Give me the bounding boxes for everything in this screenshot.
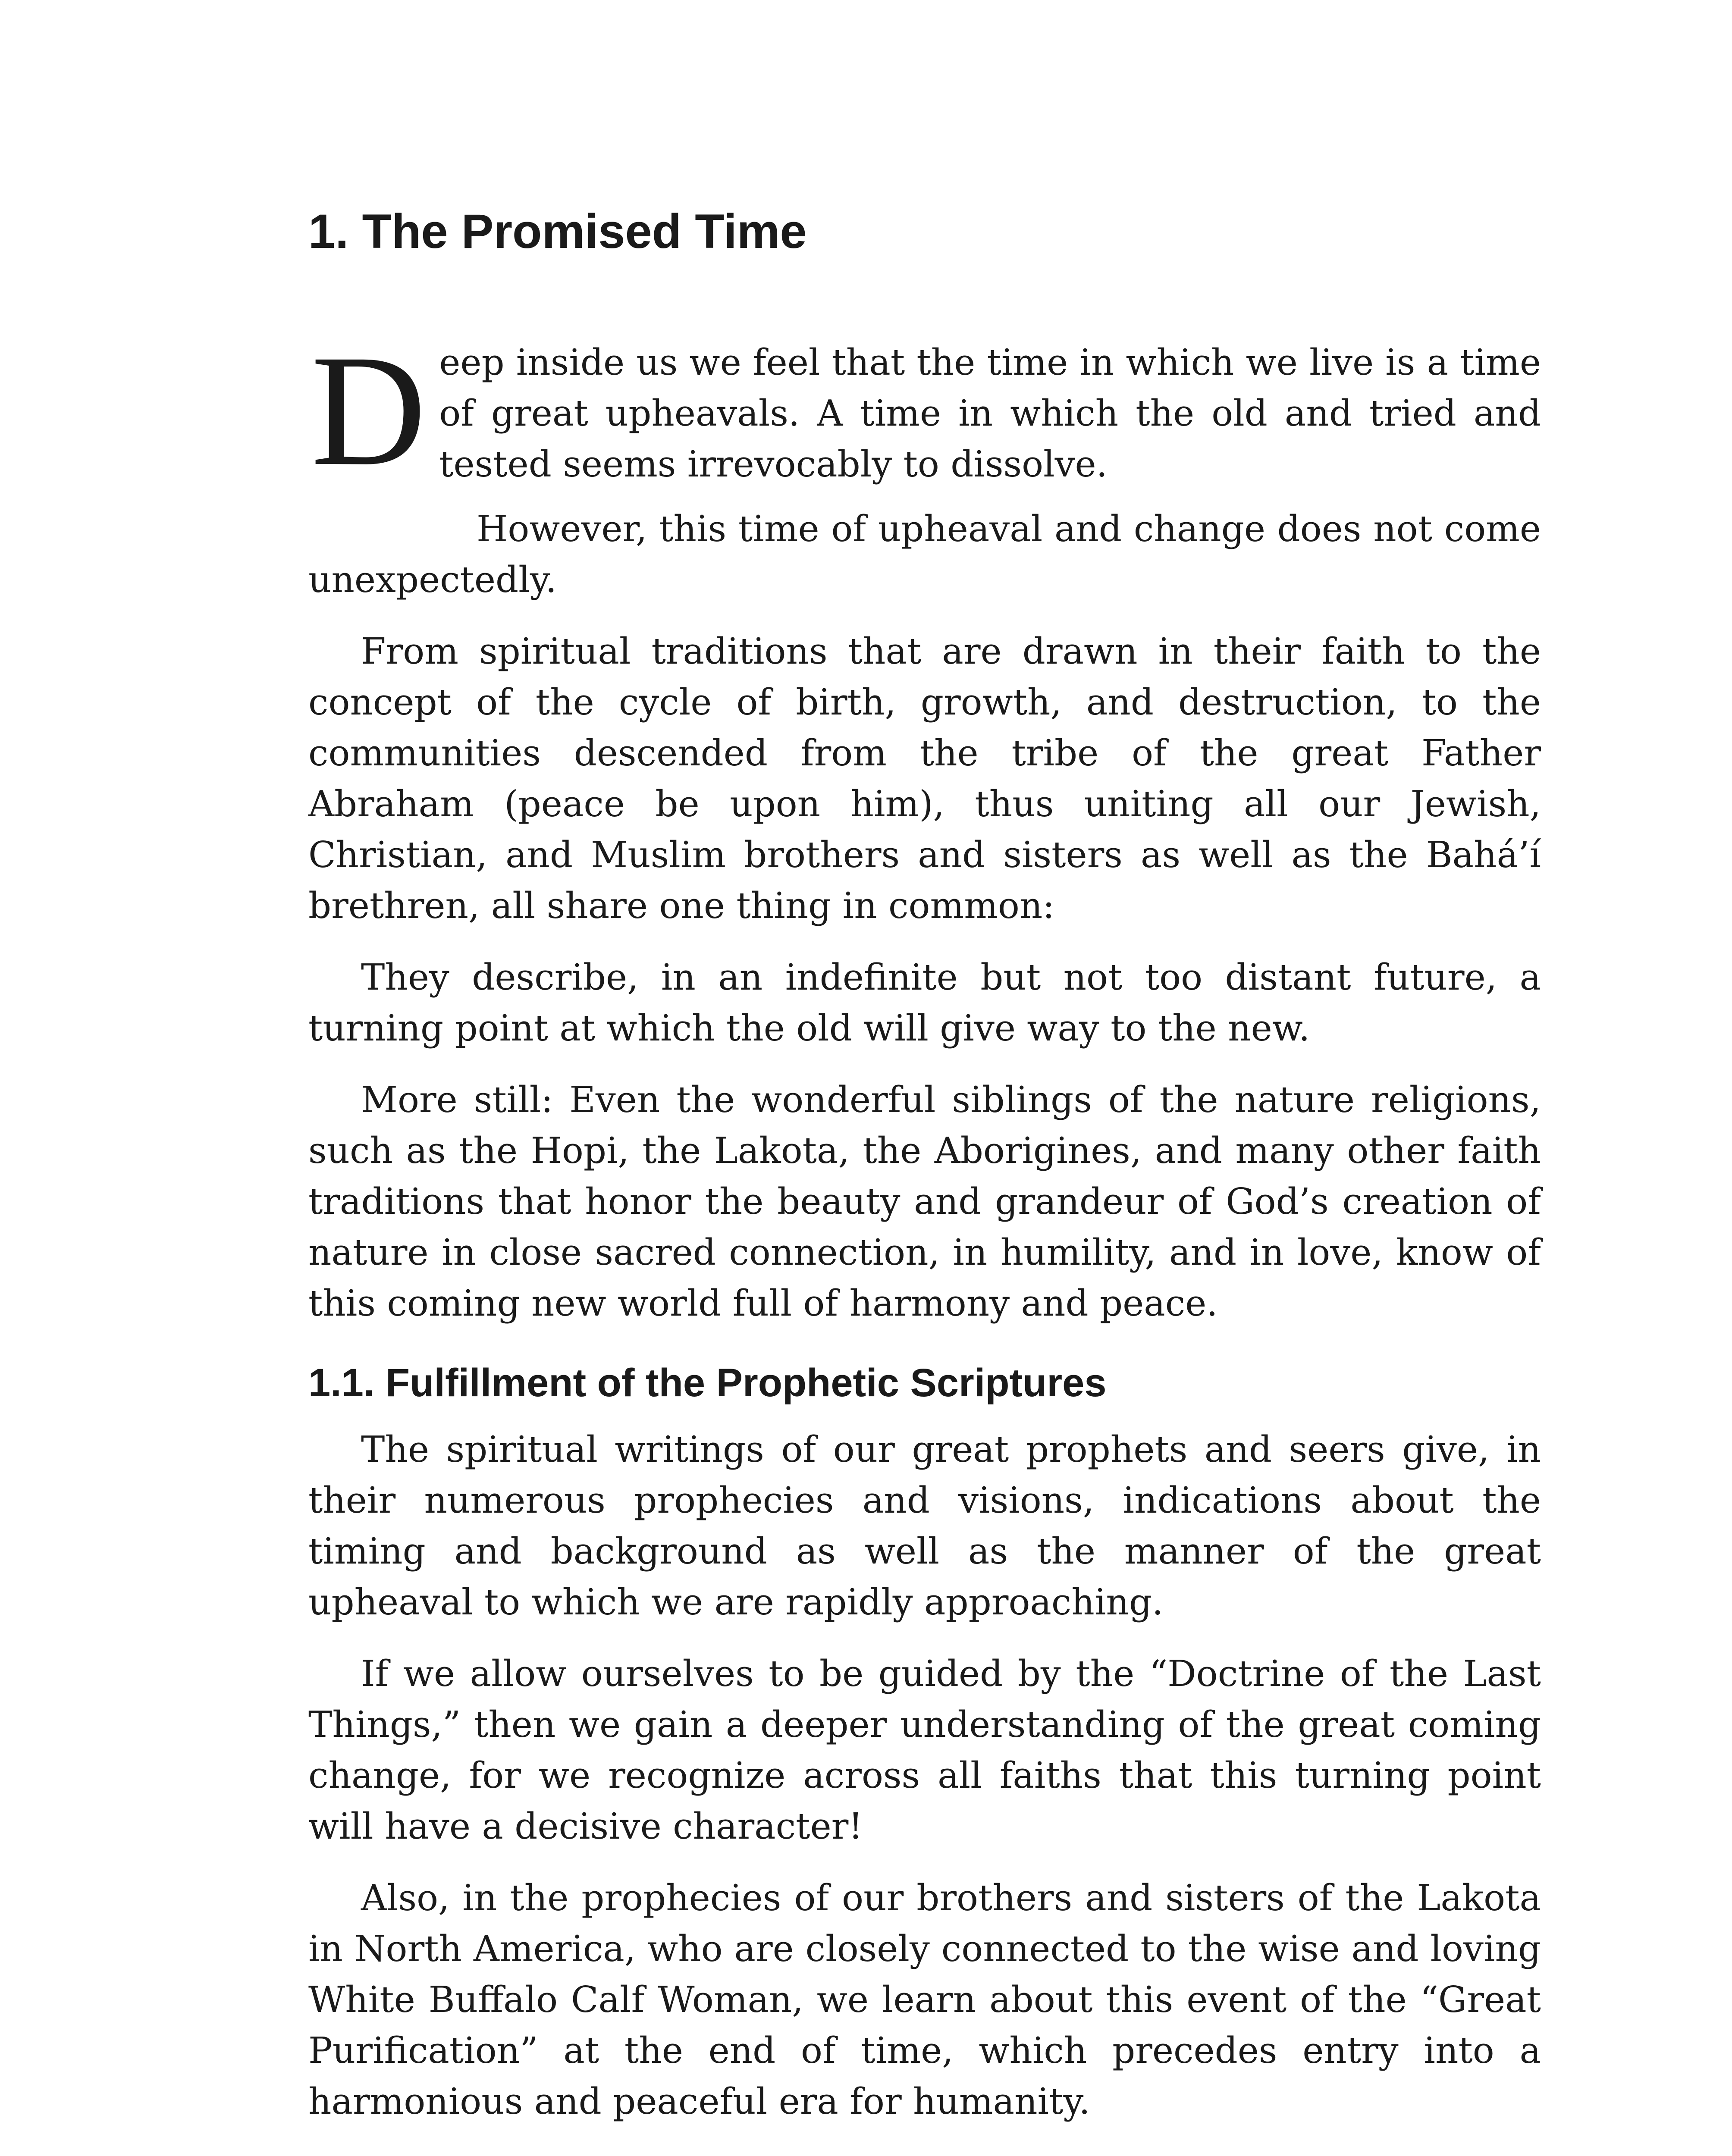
body-paragraph: However, this time of upheaval and change does not come unexpectedly. — [308, 508, 1541, 601]
chapter-title: 1. The Promised Time — [308, 204, 807, 258]
body-paragraph: More still: Even the wonderful siblings of the nature religions, such as the Hopi, the Lakota, the Aborigines, and many other faith traditions that honor the beauty and grandeur of God’s creation of nature in close sacred connection, in humility, and in love, know of this coming new world full of harmony and peace. — [308, 1079, 1541, 1325]
body-paragraph: The spiritual writings of our great prophets and seers give, in their numerous prophecies and visions, indications about the timing and background as well as the manner of the great upheaval to which we are rapidly approaching. — [308, 1428, 1541, 1623]
body-paragraph: From spiritual traditions that are drawn in their faith to the concept of the cycle of birth, growth, and destruction, to the communities descended from the tribe of the great Father Abraham (peace be upon him), thus uniting all our Jewish, Christian, and Muslim brothers and sisters as well as the Bahá’í brethren, all share one thing in common: — [308, 630, 1541, 927]
page-content — [308, 203, 1541, 2148]
body-paragraph: Also, in the prophecies of our brothers and sisters of the Lakota in North America, who are closely connected to the wise and loving White Buffalo Calf Woman, we learn about this event of the “Great Purification” at the end of time, which precedes entry into a harmonious and peaceful era for humanity. — [308, 1877, 1541, 2122]
body-paragraph: They describe, in an indefinite but not too distant future, a turning point at which the old will give way to the new. — [308, 956, 1541, 1050]
section-title: 1.1. Fulfillment of the Prophetic Scriptures — [308, 1361, 1107, 1405]
lead-paragraph-text: eep inside us we feel that the time in which we live is a time of great upheavals. A time in which the old and tried and tested seems irrevocably to dissolve. — [439, 342, 1541, 486]
drop-cap: D — [311, 322, 427, 499]
section-block — [308, 1359, 1541, 2127]
body-paragraph: If we allow ourselves to be guided by the “Doctrine of the Last Things,” then we gain a deeper understanding of the great coming change, for we recognize across all faiths that this turning point will have a decisive character! — [308, 1652, 1541, 1847]
lead-paragraph — [308, 322, 1541, 499]
